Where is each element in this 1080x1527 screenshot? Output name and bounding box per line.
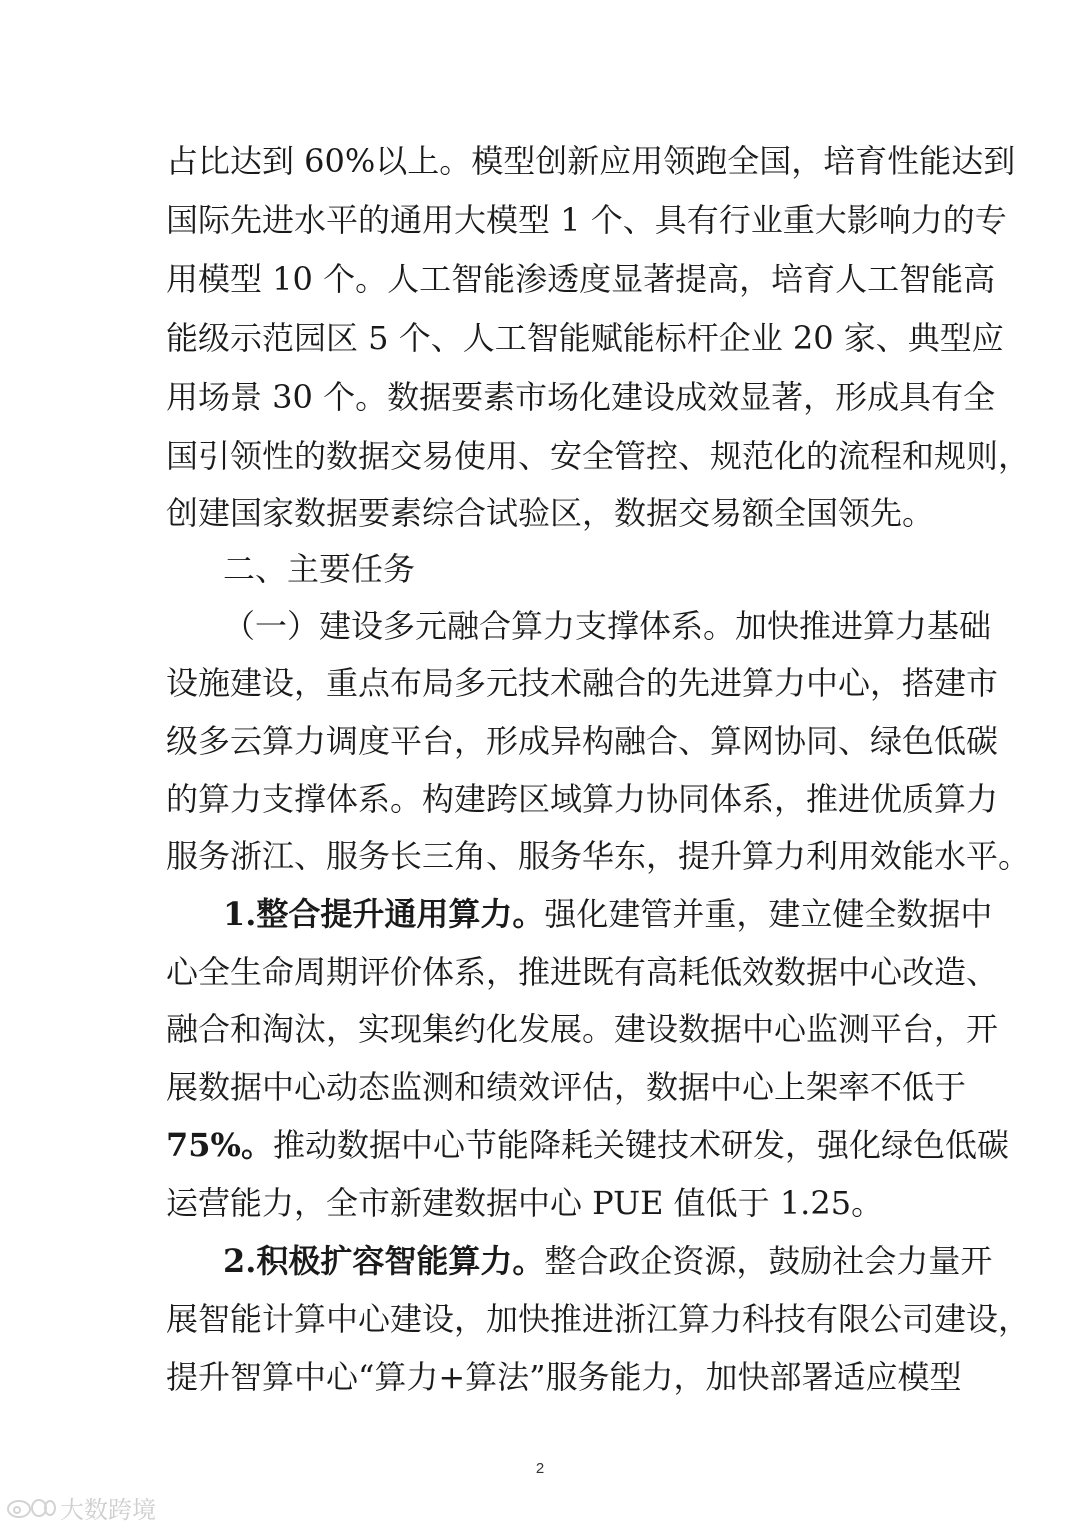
paragraph-line: 的算力支撑体系。构建跨区域算力协同体系，推进优质算力 bbox=[166, 780, 999, 818]
watermark bbox=[6, 1491, 156, 1523]
paragraph-line: 国引领性的数据交易使用、安全管控、规范化的流程和规则， bbox=[166, 437, 1031, 475]
item-title: 1.整合提升通用算力。 bbox=[223, 895, 545, 933]
paragraph-line: 创建国家数据要素综合试验区，数据交易额全国领先。 bbox=[166, 494, 935, 532]
paragraph-line: 用场景 30 个。数据要素市场化建设成效显著，形成具有全 bbox=[166, 378, 996, 416]
item-text: 强化建管并重，建立健全数据中 bbox=[544, 895, 993, 933]
page-number: 2 bbox=[535, 1460, 545, 1477]
paragraph-line: 设施建设，重点布局多元技术融合的先进算力中心，搭建市 bbox=[166, 664, 999, 702]
bold-percentage: 75%。 bbox=[166, 1126, 273, 1164]
item-text: 整合政企资源，鼓励社会力量开 bbox=[544, 1242, 993, 1280]
watermark-text: 大数跨境 bbox=[60, 1495, 156, 1524]
paragraph-line: 心全生命周期评价体系，推进既有高耗低效数据中心改造、 bbox=[166, 953, 999, 991]
paragraph-line: 服务浙江、服务长三角、服务华东，提升算力利用效能水平。 bbox=[166, 837, 1031, 875]
paragraph-line bbox=[166, 1125, 1009, 1165]
subsection-title: （一）建设多元融合算力支撑体系。 bbox=[223, 607, 736, 645]
paragraph-line: 占比达到 60%以上。模型创新应用领跑全国，培育性能达到 bbox=[166, 142, 1016, 180]
paragraph-line: 级多云算力调度平台，形成异构融合、算网协同、绿色低碳 bbox=[166, 722, 999, 760]
paragraph-text: 推动数据中心节能降耗关键技术研发，强化绿色低碳 bbox=[272, 1126, 1009, 1164]
paragraph-line: 展数据中心动态监测和绩效评估，数据中心上架率不低于 bbox=[166, 1068, 967, 1106]
subsection-text: 加快推进算力基础 bbox=[735, 607, 992, 645]
item-first-line bbox=[223, 894, 993, 934]
paragraph-line: 融合和淘汰，实现集约化发展。建设数据中心监测平台，开 bbox=[166, 1010, 999, 1048]
paragraph-line: 用模型 10 个。人工智能渗透度显著提高，培育人工智能高 bbox=[166, 260, 996, 298]
subsection-first-line bbox=[223, 606, 992, 646]
paragraph-line: 提升智算中心“算力+算法”服务能力，加快部署适应模型 bbox=[166, 1358, 962, 1396]
paragraph-line: 能级示范园区 5 个、人工智能赋能标杆企业 20 家、典型应 bbox=[166, 319, 1004, 357]
paragraph-line: 展智能计算中心建设，加快推进浙江算力科技有限公司建设， bbox=[166, 1300, 1031, 1338]
item-title: 2.积极扩容智能算力。 bbox=[223, 1242, 545, 1280]
paragraph-line: 国际先进水平的通用大模型 1 个、具有行业重大影响力的专 bbox=[166, 201, 1007, 239]
paragraph-line: 运营能力，全市新建数据中心 PUE 值低于 1.25。 bbox=[166, 1184, 884, 1222]
item-first-line bbox=[223, 1241, 993, 1281]
weibo-logo-icon bbox=[6, 1494, 56, 1520]
section-heading: 二、主要任务 bbox=[223, 550, 416, 588]
